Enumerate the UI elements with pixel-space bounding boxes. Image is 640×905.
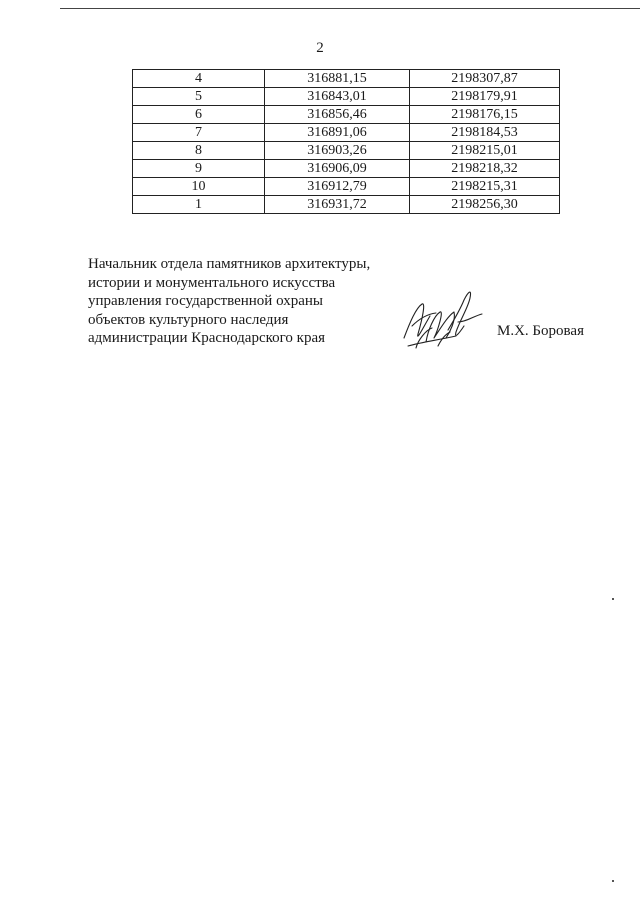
y-coordinate-cell: 2198256,30 [410, 196, 560, 214]
point-number-cell: 8 [133, 142, 265, 160]
x-coordinate-cell: 316891,06 [265, 124, 410, 142]
top-border-line [60, 8, 640, 9]
y-coordinate-cell: 2198215,01 [410, 142, 560, 160]
scan-artifact [612, 598, 614, 600]
y-coordinate-cell: 2198179,91 [410, 88, 560, 106]
table-row [133, 160, 560, 178]
position-line: объектов культурного наследия [88, 311, 289, 328]
point-number-cell: 9 [133, 160, 265, 178]
signer-name: М.Х. Боровая [497, 323, 584, 339]
y-coordinate-cell: 2198215,31 [410, 178, 560, 196]
x-coordinate-cell: 316843,01 [265, 88, 410, 106]
coordinates-table-body [133, 70, 560, 214]
point-number-cell: 7 [133, 124, 265, 142]
table-row [133, 106, 560, 124]
x-coordinate-cell: 316903,26 [265, 142, 410, 160]
page-number: 2 [316, 40, 324, 56]
table-row [133, 70, 560, 88]
table-row [133, 178, 560, 196]
point-number-cell: 10 [133, 178, 265, 196]
handwritten-signature [398, 286, 490, 356]
x-coordinate-cell: 316881,15 [265, 70, 410, 88]
position-line: Начальник отдела памятников архитектуры, [88, 256, 371, 272]
table-row [133, 124, 560, 142]
y-coordinate-cell: 2198184,53 [410, 124, 560, 142]
y-coordinate-cell: 2198218,32 [410, 160, 560, 178]
point-number-cell: 1 [133, 196, 265, 214]
x-coordinate-cell: 316931,72 [265, 196, 410, 214]
table-row [133, 88, 560, 106]
position-line: администрации Краснодарского края [88, 330, 326, 346]
y-coordinate-cell: 2198307,87 [410, 70, 560, 88]
coordinates-table [132, 69, 560, 214]
x-coordinate-cell: 316912,79 [265, 178, 410, 196]
x-coordinate-cell: 316856,46 [265, 106, 410, 124]
point-number-cell: 4 [133, 70, 265, 88]
y-coordinate-cell: 2198176,15 [410, 106, 560, 124]
point-number-cell: 5 [133, 88, 265, 106]
point-number-cell: 6 [133, 106, 265, 124]
position-line: управления государственной охраны [88, 293, 323, 309]
position-line: истории и монументального искусства [88, 274, 336, 291]
x-coordinate-cell: 316906,09 [265, 160, 410, 178]
table-row [133, 196, 560, 214]
scan-artifact [612, 880, 614, 882]
signatory-position [88, 255, 408, 348]
table-row [133, 142, 560, 160]
